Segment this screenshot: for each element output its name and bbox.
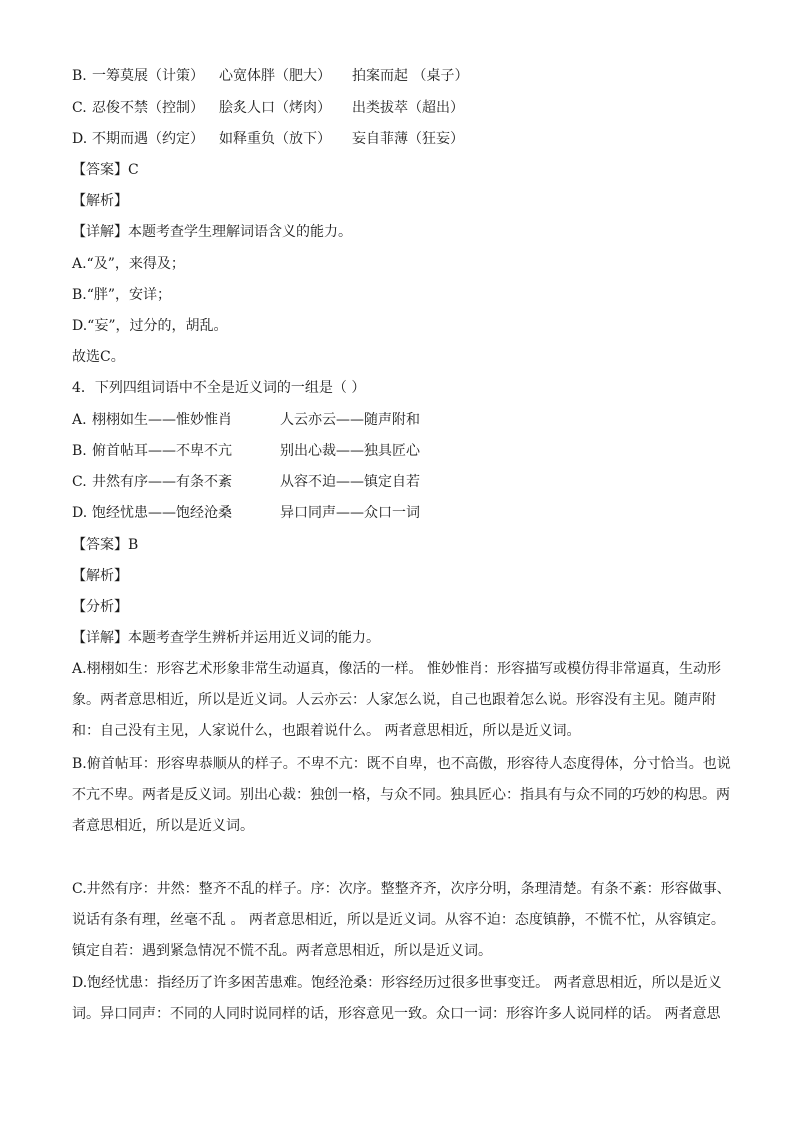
q4-option-d: D. 饱经忧患——饱经沧桑 异口同声——众口一词 <box>72 505 420 521</box>
q3-option-c: C. 忍俊不禁（控制） 脍炙人口（烤肉） 出类拔萃（超出） <box>72 100 464 116</box>
q4-option-b: B. 俯首帖耳——不卑不亢 别出心裁——独具匠心 <box>72 443 420 459</box>
q3-analysis-heading: 【解析】 <box>72 193 128 209</box>
q3-note-d: D.“妄”，过分的，胡乱。 <box>72 318 228 334</box>
q4-paragraph-c: C.井然有序：井然：整齐不乱的样子。序：次序。整整齐齐，次序分明，条理清楚。有条不紊：形容做事、说话有条有理，丝毫不乱 。 两者意思相近，所以是近义词。从容不迫：态度镇静，不慌不忙，从容镇定。镇定自若：遇到紧急情况不慌不乱。两者意思相近，所以是近义词。 <box>72 881 731 959</box>
q4-paragraph-d: D.饱经忧患：指经历了许多困苦患难。饱经沧桑：形容经历过很多世事变迁。 两者意思相近，所以是近义词。异口同声：不同的人同时说同样的话，形容意见一致。众口一词：形容许多人说同样的话。 两者意思 <box>72 975 722 1022</box>
q4-analysis-heading: 【解析】 <box>72 568 128 584</box>
q3-detail: 【详解】本题考查学生理解词语含义的能力。 <box>72 224 352 240</box>
q4-option-a: A. 栩栩如生——惟妙惟肖 人云亦云——随声附和 <box>72 412 420 428</box>
q4-analysis-sub: 【分析】 <box>72 599 128 615</box>
q4-answer: 【答案】B <box>72 537 139 553</box>
q3-option-d: D. 不期而遇（约定） 如释重负（放下） 妄自菲薄（狂妄） <box>72 131 464 147</box>
q4-option-c: C. 井然有序——有条不紊 从容不迫——镇定自若 <box>72 474 420 490</box>
q3-answer: 【答案】C <box>72 162 139 178</box>
q4-paragraph-b: B.俯首帖耳：形容卑恭顺从的样子。不卑不亢：既不自卑，也不高傲，形容待人态度得体，分寸恰当。也说不亢不卑。两者是反义词。别出心裁：独创一格，与众不同。独具匠心：指具有与众不同的巧妙的构思。两者意思相近，所以是近义词。 <box>72 756 731 834</box>
q3-note-a: A.“及”，来得及； <box>72 256 185 272</box>
q4-paragraph-a: A.栩栩如生：形容艺术形象非常生动逼真，像活的一样。 惟妙惟肖：形容描写或模仿得非常逼真，生动形象。两者意思相近，所以是近义词。人云亦云：人家怎么说，自己也跟着怎么说。形容没有主见。随声附和：自己没有主见，人家说什么，也跟着说什么。 两者意思相近，所以是近义词。 <box>72 661 722 739</box>
q3-option-b: B. 一筹莫展（计策） 心宽体胖（肥大） 拍案而起 （桌子） <box>72 68 469 84</box>
q3-note-b: B.“胖”，安详； <box>72 287 172 303</box>
q3-conclusion: 故选C。 <box>72 349 125 365</box>
q4-question: 4．下列四组词语中不全是近义词的一组是（ ） <box>72 380 366 396</box>
q4-detail: 【详解】本题考查学生辨析并运用近义词的能力。 <box>72 630 380 646</box>
